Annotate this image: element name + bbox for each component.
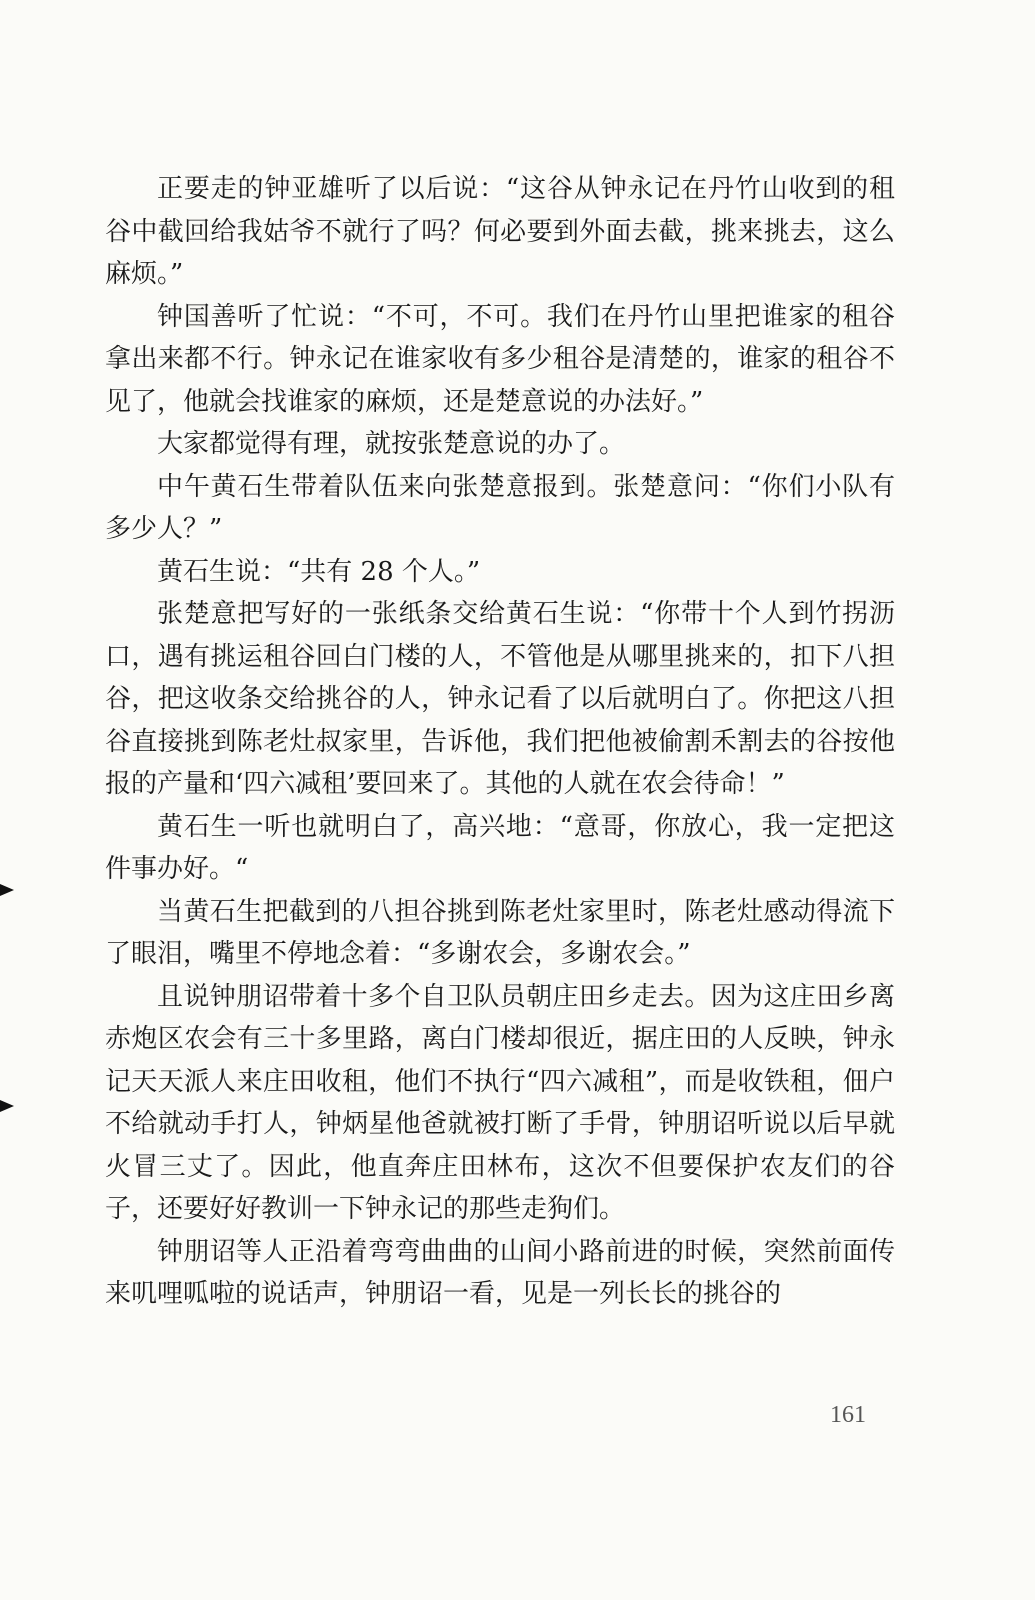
paragraph: 钟朋诏等人正沿着弯弯曲曲的山间小路前进的时候，突然前面传来叽哩呱啦的说话声，钟朋诏一看，见是一列长长的挑谷的 [105, 1236, 895, 1309]
paragraph: 且说钟朋诏带着十多个自卫队员朝庄田乡走去。因为这庄田乡离赤炮区农会有三十多里路，离白门楼却很近，据庄田的人反映，钟永记天天派人来庄田收租，他们不执行“四六减租”，而是收铁租，佃户不给就动手打人，钟炳星他爸就被打断了手骨，钟朋诏听说以后早就火冒三丈了。因此，他直奔庄田林布，这次不但要保护农友们的谷子，还要好好教训一下钟永记的那些走狗们。 [105, 981, 895, 1224]
scan-edge-mark [0, 1100, 14, 1112]
paragraph: 张楚意把写好的一张纸条交给黄石生说：“你带十个人到竹拐沥口，遇有挑运租谷回白门楼的人，不管他是从哪里挑来的，扣下八担谷，把这收条交给挑谷的人，钟永记看了以后就明白了。你把这八担谷直接挑到陈老灶叔家里，告诉他，我们把他被偷割禾割去的谷按他报的产量和‘四六减租’要回来了。其他的人就在农会待命！” [105, 599, 895, 799]
paragraph: 大家都觉得有理，就按张楚意说的办了。 [157, 429, 626, 459]
scan-edge-mark [0, 884, 14, 896]
paragraph: 钟国善听了忙说：“不可，不可。我们在丹竹山里把谁家的租谷拿出来都不行。钟永记在谁家收有多少租谷是清楚的，谁家的租谷不见了，他就会找谁家的麻烦，还是楚意说的办法好。” [105, 301, 895, 417]
page-number: 161 [830, 1402, 866, 1428]
paragraph: 当黄石生把截到的八担谷挑到陈老灶家里时，陈老灶感动得流下了眼泪，嘴里不停地念着：“多谢农会，多谢农会。” [105, 896, 895, 969]
paragraph: 正要走的钟亚雄听了以后说：“这谷从钟永记在丹竹山收到的租谷中截回给我姑爷不就行了吗？何必要到外面去截，挑来挑去，这么麻烦。” [105, 174, 895, 289]
paragraph: 中午黄石生带着队伍来向张楚意报到。张楚意问：“你们小队有多少人？” [105, 471, 895, 544]
paragraph: 黄石生说：“共有 28 个人。” [157, 556, 481, 587]
body-text [105, 168, 895, 1316]
paragraph: 黄石生一听也就明白了，高兴地：“意哥，你放心，我一定把这件事办好。“ [105, 811, 895, 884]
